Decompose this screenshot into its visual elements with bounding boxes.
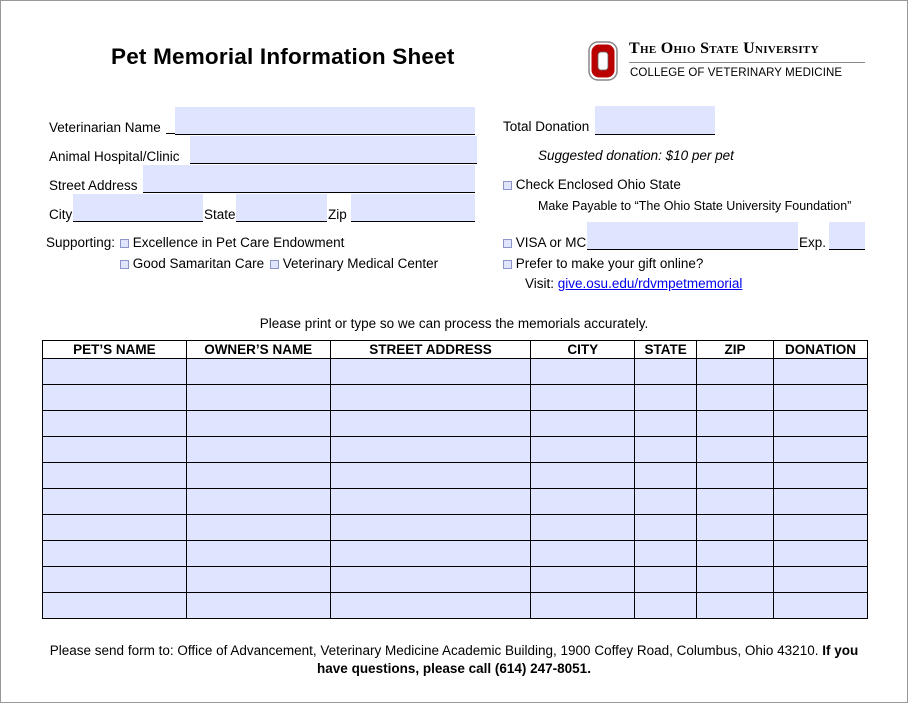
table-row [43,411,868,437]
donation-cell[interactable] [774,385,868,411]
visa-mc-label: VISA or MC [515,235,587,250]
fund-excellence-label: Excellence in Pet Care Endowment [132,235,345,250]
pet-name-cell[interactable] [43,593,187,619]
street-address-cell[interactable] [330,385,531,411]
table-row [43,437,868,463]
header-street-address: STREET ADDRESS [330,341,531,359]
page-title: Pet Memorial Information Sheet [111,44,455,69]
table-row [43,515,868,541]
memorial-table [42,340,868,619]
street-address-cell[interactable] [330,567,531,593]
header-owner-name: OWNER’S NAME [186,341,330,359]
state-cell[interactable] [635,489,697,515]
table-row [43,593,868,619]
zip-label: Zip [328,207,347,222]
veterinarian-underline [166,133,175,134]
donation-cell[interactable] [774,541,868,567]
logo-divider [629,62,865,63]
city-cell[interactable] [531,359,635,385]
veterinarian-label: Veterinarian Name [49,120,161,135]
state-cell[interactable] [635,385,697,411]
state-field[interactable] [236,194,327,222]
donation-cell[interactable] [774,515,868,541]
checkbox-icon[interactable] [270,260,279,269]
owner-name-cell[interactable] [186,437,330,463]
header-donation: DONATION [774,341,868,359]
state-cell[interactable] [635,541,697,567]
city-cell[interactable] [531,541,635,567]
donation-cell[interactable] [774,411,868,437]
gift-link[interactable]: give.osu.edu/rdvmpetmemorial [557,276,743,291]
checkbox-icon[interactable] [503,260,512,269]
check-enclosed-option[interactable] [503,177,681,192]
expiration-field[interactable] [829,222,865,250]
fund-samaritan-option[interactable] [120,256,264,271]
online-gift-option[interactable] [503,256,703,271]
pet-name-cell[interactable] [43,541,187,567]
zip-cell[interactable] [697,567,774,593]
veterinarian-name-field[interactable] [175,107,475,135]
table-row [43,489,868,515]
owner-name-cell[interactable] [186,515,330,541]
header-zip: ZIP [697,341,774,359]
suggested-donation: Suggested donation: $10 per pet [538,148,734,163]
state-cell[interactable] [635,411,697,437]
pet-name-cell[interactable] [43,489,187,515]
zip-cell[interactable] [697,359,774,385]
zip-cell[interactable] [697,515,774,541]
visit-label: Visit: [525,276,555,291]
pet-name-cell[interactable] [43,515,187,541]
state-cell[interactable] [635,437,697,463]
zip-cell[interactable] [697,385,774,411]
total-donation-field[interactable] [595,106,715,135]
college-name: COLLEGE OF VETERINARY MEDICINE [630,67,843,79]
pet-name-cell[interactable] [43,385,187,411]
owner-name-cell[interactable] [186,411,330,437]
header-state: STATE [635,341,697,359]
city-cell[interactable] [531,437,635,463]
zip-cell[interactable] [697,541,774,567]
donation-cell[interactable] [774,567,868,593]
table-row [43,567,868,593]
university-name: The Ohio State University [629,40,819,57]
street-address-cell[interactable] [330,593,531,619]
street-address-cell[interactable] [330,541,531,567]
street-address-field[interactable] [143,165,475,193]
street-address-cell[interactable] [330,411,531,437]
street-label: Street Address [49,178,138,193]
zip-cell[interactable] [697,437,774,463]
checkbox-icon[interactable] [120,260,129,269]
donation-cell[interactable] [774,463,868,489]
city-cell[interactable] [531,515,635,541]
osu-block-o-logo [588,41,618,81]
street-address-cell[interactable] [330,463,531,489]
street-address-cell[interactable] [330,437,531,463]
state-label: State [204,207,236,222]
supporting-label: Supporting: [46,235,116,250]
exp-label: Exp. [799,235,827,250]
zip-field[interactable] [351,194,475,222]
state-cell[interactable] [635,593,697,619]
street-address-cell[interactable] [330,359,531,385]
city-cell[interactable] [531,385,635,411]
checkbox-icon[interactable] [503,239,512,248]
table-row [43,359,868,385]
hospital-label: Animal Hospital/Clinic [49,149,180,164]
footer [40,642,868,678]
state-cell[interactable] [635,359,697,385]
pet-name-cell[interactable] [43,359,187,385]
city-field[interactable] [73,194,203,222]
donation-cell[interactable] [774,437,868,463]
owner-name-cell[interactable] [186,541,330,567]
street-address-cell[interactable] [330,515,531,541]
hospital-field[interactable] [190,136,477,164]
city-cell[interactable] [531,593,635,619]
header-pet-name: PET’S NAME [43,341,187,359]
state-cell[interactable] [635,515,697,541]
card-number-field[interactable] [587,222,798,250]
online-gift-label: Prefer to make your gift online? [515,256,704,271]
pet-name-cell[interactable] [43,567,187,593]
table-body [43,359,868,619]
fund-vmc-label: Veterinary Medical Center [282,256,439,271]
donation-cell[interactable] [774,593,868,619]
state-cell[interactable] [635,463,697,489]
owner-name-cell[interactable] [186,385,330,411]
donation-cell[interactable] [774,489,868,515]
instructions: Please print or type so we can process the memorials accurately. [259,316,649,331]
total-donation-label: Total Donation [503,119,590,134]
table-header-row [43,341,868,359]
fund-vmc-option[interactable] [270,256,438,271]
check-enclosed-label: Check Enclosed Ohio State [515,177,681,192]
zip-cell[interactable] [697,489,774,515]
visa-mc-option[interactable] [503,235,586,250]
footer-phone: If you have questions, please call (614) 247-8051. [317,643,859,676]
state-cell[interactable] [635,567,697,593]
pet-name-cell[interactable] [43,463,187,489]
city-cell[interactable] [531,567,635,593]
visit-line [525,276,742,291]
zip-cell[interactable] [697,411,774,437]
pet-name-cell[interactable] [43,437,187,463]
header-city: CITY [531,341,635,359]
fund-excellence-option[interactable] [120,235,344,250]
zip-cell[interactable] [697,463,774,489]
owner-name-cell[interactable] [186,463,330,489]
table-row [43,541,868,567]
footer-address: Please send form to: Office of Advancement, Veterinary Medicine Academic Building, 1900 Coffey Road, Columbus, Ohio 43210. [49,643,819,658]
city-label: City [49,207,73,222]
table-row [43,463,868,489]
checkbox-icon[interactable] [503,181,512,190]
donation-cell[interactable] [774,359,868,385]
owner-name-cell[interactable] [186,567,330,593]
city-cell[interactable] [531,463,635,489]
pet-name-cell[interactable] [43,411,187,437]
fund-samaritan-label: Good Samaritan Care [132,256,265,271]
zip-cell[interactable] [697,593,774,619]
street-address-cell[interactable] [330,489,531,515]
payable-note: Make Payable to “The Ohio State University Foundation” [538,199,852,213]
city-cell[interactable] [531,489,635,515]
owner-name-cell[interactable] [186,489,330,515]
owner-name-cell[interactable] [186,593,330,619]
checkbox-icon[interactable] [120,239,129,248]
owner-name-cell[interactable] [186,359,330,385]
table-row [43,385,868,411]
city-cell[interactable] [531,411,635,437]
